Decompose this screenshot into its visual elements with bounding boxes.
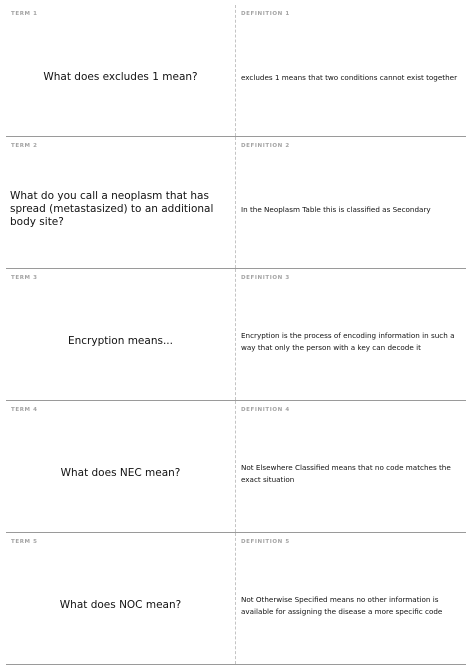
- definition-text: Not Elsewhere Classified means that no code matches the exact situation: [241, 463, 451, 484]
- term-cell: [6, 137, 236, 268]
- term-label: TERM 2: [11, 143, 38, 149]
- definition-text: excludes 1 means that two conditions cannot exist together: [241, 72, 458, 82]
- definition-label: DEFINITION 2: [241, 143, 290, 149]
- definition-label: DEFINITION 1: [241, 11, 290, 17]
- definition-label: DEFINITION 3: [241, 275, 290, 281]
- term-text: What does excludes 1 mean?: [43, 71, 198, 83]
- flashcard-row-2: [6, 137, 466, 269]
- definition-cell: [236, 5, 466, 136]
- term-text: What does NOC mean?: [59, 599, 182, 611]
- definition-cell: [236, 269, 466, 400]
- definition-cell: [236, 401, 466, 532]
- term-text: What do you call a neoplasm that has spread (metastasized) to an additional body site?: [10, 190, 214, 228]
- term-cell: [6, 533, 236, 664]
- definition-text: Not Otherwise Specified means no other information is available for assigning the disease a more specific code: [241, 595, 443, 616]
- term-label: TERM 1: [11, 11, 38, 17]
- flashcard-sheet: [6, 5, 466, 665]
- term-label: TERM 5: [11, 539, 38, 545]
- term-cell: [6, 269, 236, 400]
- term-cell: [6, 5, 236, 136]
- term-cell: [6, 401, 236, 532]
- term-text: Encryption means...: [68, 335, 173, 347]
- flashcard-row-4: [6, 401, 466, 533]
- definition-cell: [236, 137, 466, 268]
- flashcard-row-1: [6, 5, 466, 137]
- definition-label: DEFINITION 5: [241, 539, 290, 545]
- definition-text: In the Neoplasm Table this is classified as Secondary: [241, 204, 431, 214]
- definition-text: Encryption is the process of encoding information in such a way that only the person with a key can decode it: [241, 331, 455, 352]
- flashcard-row-5: [6, 533, 466, 665]
- term-label: TERM 4: [11, 407, 38, 413]
- definition-cell: [236, 533, 466, 664]
- term-text: What does NEC mean?: [60, 467, 181, 479]
- flashcard-row-3: [6, 269, 466, 401]
- definition-label: DEFINITION 4: [241, 407, 290, 413]
- term-label: TERM 3: [11, 275, 38, 281]
